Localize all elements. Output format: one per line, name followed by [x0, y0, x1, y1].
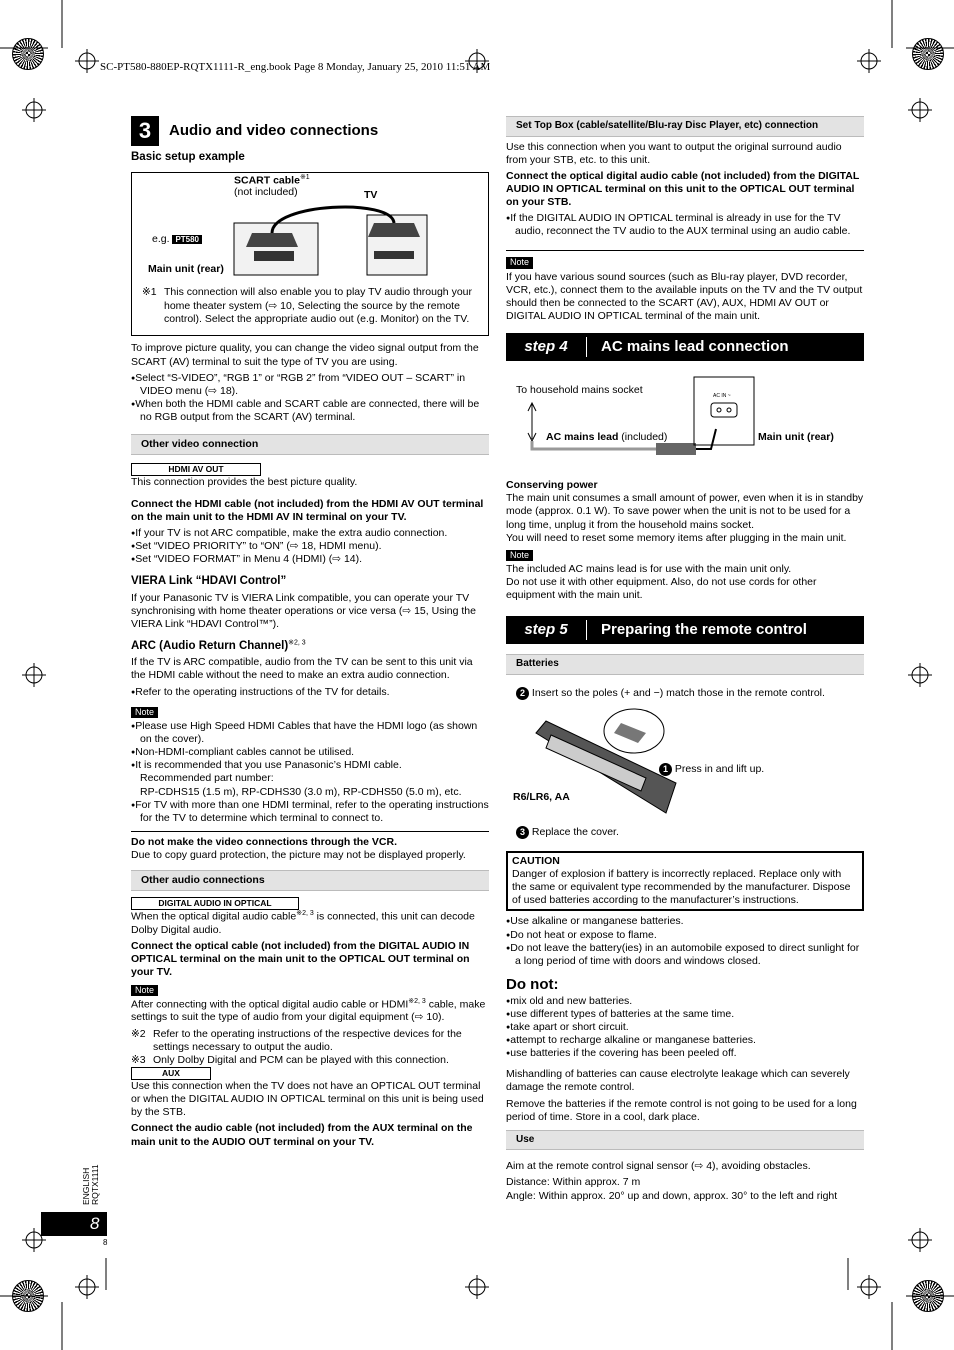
improve-bullet: ● When both the HDMI cable and SCART cable are connected, there will be no RGB output from the SCART (AV) terminal.: [131, 398, 489, 424]
note-bullet: ● It is recommended that you use Panasonic’s HDMI cable.: [131, 759, 489, 772]
divider: [131, 831, 489, 832]
donot-bullet: ● use batteries if the covering has been peeled off.: [506, 1047, 864, 1060]
right-column: [506, 116, 864, 1206]
stb-text: Use this connection when you want to output the original surround audio from your STB, etc. to this unit.: [506, 140, 842, 166]
note-tag: Note: [506, 257, 533, 268]
tv-label: TV: [364, 189, 378, 202]
caution-box: [506, 851, 864, 912]
remote-control-illustration: [526, 703, 696, 823]
hdmi-desc: This connection provides the best picture quality.: [131, 476, 358, 489]
vcr-warning: Do not make the video connections through the VCR.: [131, 835, 398, 848]
battery-type-label: R6/LR6, AA: [513, 790, 570, 803]
book-header: SC-PT580-880EP-RQTX1111-R_eng.book Page 8 Monday, January 25, 2010 11:51 AM: [100, 61, 491, 73]
step5-label: step 5: [506, 620, 587, 640]
page-number-small: 8: [103, 1238, 108, 1247]
hdmi-bullet: ● If your TV is not ARC compatible, make the extra audio connection.: [131, 527, 489, 540]
conserving-title: Conserving power: [506, 479, 598, 492]
aux-text: Use this connection when the TV does not have an OPTICAL OUT terminal or when the DIGITAL AUDIO IN OPTICAL terminal on this unit is being used by the STB.: [131, 1080, 484, 1119]
distance-text: Distance: Within approx. 7 m: [506, 1176, 641, 1189]
scart-note: ※1 This connection will also enable you to play TV audio through your home theater system (⇨ 10, Selecting the source by the remote control). Select the appropriate audio out (e.g. Monitor) on the TV.: [142, 286, 472, 325]
step-press: 1 Press in and lift up.: [659, 763, 764, 776]
footnote-2: ※2 Refer to the operating instructions of the respective devices for the settings necessary to output the audio.: [131, 1027, 462, 1053]
note-bullet: ● Non-HDMI-compliant cables cannot be utilised.: [131, 746, 489, 759]
note-tag: Note: [506, 550, 533, 561]
scart-cable-label: SCART cable$^{※1}$: [234, 174, 310, 187]
donot-bullet: ● take apart or short circuit.: [506, 1021, 864, 1034]
optical-note: After connecting with the optical digital audio cable or HDMI$^{※2, 3}$ cable, make settings to suit the type of audio from your digital equipment (⇨ 10).: [131, 997, 486, 1024]
not-included-label: (not included): [234, 186, 298, 199]
donot-bullet: ● mix old and new batteries.: [506, 995, 864, 1008]
conserving-text: The main unit consumes a small amount of power, even when it is in standby mode (approx. 0.1 W). To save power when the unit is not to be used for a long time, unplug it from the household mains socket.: [506, 492, 864, 531]
left-column: [131, 116, 489, 1152]
stb-heading: Set Top Box (cable/satellite/Blu-ray Disc Player, etc) connection: [506, 116, 864, 137]
section-heading: [131, 116, 489, 146]
basic-setup-heading: Basic setup example: [131, 151, 245, 163]
improve-bullet: ● Select “S-VIDEO”, “RGB 1” or “RGB 2” from “VIDEO OUT – SCART” in VIDEO menu (⇨ 18).: [131, 372, 489, 398]
step5-title: Preparing the remote control: [601, 621, 807, 638]
arc-title: ARC (Audio Return Channel)$^{※2, 3}$: [131, 639, 306, 652]
ac-diagram: [506, 369, 864, 479]
viera-title: VIERA Link “HDAVI Control”: [131, 575, 287, 588]
ac-lead-illustration: [506, 369, 864, 479]
remove-text: Remove the batteries if the remote control is not going to be used for a long period of time. Store in a cool, dark place.: [506, 1097, 857, 1123]
step4-label: step 4: [506, 337, 587, 357]
footnote-3: ※3 Only Dolby Digital and PCM can be played with this connection.: [131, 1053, 449, 1066]
step5-bar: [506, 616, 864, 644]
conserving-text2: You will need to reset some memory items after plugging in the main unit.: [506, 531, 847, 544]
other-audio-heading: Other audio connections: [131, 870, 489, 891]
page-number: 8: [90, 1214, 100, 1233]
step4-bar: [506, 333, 864, 361]
arc-text: If the TV is ARC compatible, audio from the TV can be sent to this unit via the HDMI cable without the need to make an extra audio connection.: [131, 656, 473, 682]
scart-connection-illustration: [232, 203, 432, 283]
ac-in-label: AC IN ~: [713, 393, 731, 400]
side-language-label: ENGLISH RQTX1111: [81, 1164, 101, 1205]
part-number-label: Recommended part number:: [140, 772, 274, 785]
donot-bullet: ● attempt to recharge alkaline or manganese batteries.: [506, 1034, 864, 1047]
step-replace: 3 Replace the cover.: [516, 826, 619, 839]
note-bullet: ● Please use High Speed HDMI Cables that have the HDMI logo (as shown on the cover).: [131, 720, 489, 746]
aux-instruction: Connect the audio cable (not included) from the AUX terminal on the main unit to the AUDIO OUT terminal on your TV.: [131, 1122, 473, 1148]
battery-bullet: ● Use alkaline or manganese batteries.: [506, 915, 864, 928]
step4-title: AC mains lead connection: [601, 337, 789, 355]
eg-label: e.g. PT580: [152, 233, 202, 246]
caution-title: CAUTION: [512, 854, 560, 867]
step-insert: 2 Insert so the poles (+ and −) match those in the remote control.: [516, 687, 825, 700]
use-heading: Use: [506, 1130, 864, 1151]
hdmi-bullet: ● Set “VIDEO PRIORITY” to “ON” (⇨ 18, HDMI menu).: [131, 540, 489, 553]
stb-instruction: Connect the optical digital audio cable (not included) from the DIGITAL AUDIO IN OPTICAL terminal on this unit to the OPTICAL OUT terminal on your STB.: [506, 169, 860, 208]
ac-note2: Do not use it with other equipment. Also, do not use cords for other equipment with the main unit.: [506, 576, 817, 602]
batteries-heading: Batteries: [506, 654, 864, 675]
hdmi-instruction: Connect the HDMI cable (not included) from the HDMI AV OUT terminal on the main unit to the HDMI AV IN terminal on your TV.: [131, 497, 484, 523]
optical-box: DIGITAL AUDIO IN OPTICAL: [131, 897, 299, 910]
part-numbers: RP-CDHS15 (1.5 m), RP-CDHS30 (3.0 m), RP-CDHS50 (5.0 m), etc.: [140, 785, 462, 798]
household-socket-label: To household mains socket: [516, 384, 643, 397]
optical-instruction: Connect the optical cable (not included) from the DIGITAL AUDIO IN OPTICAL terminal on the main unit to the OPTICAL OUT terminal on your TV.: [131, 940, 470, 979]
divider: [506, 250, 864, 251]
donot-title: Do not:: [506, 975, 559, 993]
stb-bullet: ● If the DIGITAL AUDIO IN OPTICAL terminal is already in use for the TV audio, reconnect the TV audio to the AUX terminal using an audio cable.: [506, 212, 864, 238]
arc-bullet: ● Refer to the operating instructions of the TV for details.: [131, 686, 489, 699]
hdmi-bullet: ● Set “VIDEO FORMAT” in Menu 4 (HDMI) (⇨ 14).: [131, 553, 489, 566]
note-tag: Note: [131, 707, 158, 718]
donot-bullet: ● use different types of batteries at the same time.: [506, 1008, 864, 1021]
stb-note: If you have various sound sources (such as Blu-ray player, DVD recorder, VCR, etc.), connect them to the available inputs on the TV and the TV output should then be connected to the SCART (AV), AUX, HDMI AV OUT or DIGITAL AUDIO IN OPTICAL terminal of the main unit.: [506, 270, 863, 322]
vcr-text: Due to copy guard protection, the picture may not be displayed properly.: [131, 849, 466, 861]
ac-main-unit-label: Main unit (rear): [758, 431, 834, 444]
mishandling-text: Mishandling of batteries can cause electrolyte leakage which can severely damage the remote control.: [506, 1068, 850, 1094]
optical-text: When the optical digital audio cable$^{※2, 3}$ is connected, this unit can decode Dolby Digital audio.: [131, 910, 475, 936]
other-video-heading: Other video connection: [131, 434, 489, 455]
battery-bullet: ● Do not leave the battery(ies) in an automobile exposed to direct sunlight for a long period of time with doors and windows closed.: [506, 942, 864, 968]
use-text: Aim at the remote control signal sensor (⇨ 4), avoiding obstacles.: [506, 1160, 811, 1173]
caution-text: Danger of explosion if battery is incorrectly replaced. Replace only with the same or equivalent type recommended by the manufacturer. Dispose of used batteries according to the manufacturer’s instructions.: [512, 868, 851, 907]
improve-text: To improve picture quality, you can change the video signal output from the SCART (AV) terminal to suit the type of TV you are using.: [131, 342, 479, 368]
section-number: 3: [131, 116, 159, 146]
aux-box: AUX: [131, 1067, 211, 1080]
battery-bullet: ● Do not heat or expose to flame.: [506, 929, 864, 942]
hdmi-av-out-box: HDMI AV OUT: [131, 463, 261, 476]
main-unit-rear-label: Main unit (rear): [148, 263, 224, 276]
battery-diagram: [506, 683, 864, 847]
angle-text: Angle: Within approx. 20° up and down, approx. 30° to the left and right: [506, 1189, 838, 1202]
section-title: Audio and video connections: [169, 121, 379, 139]
note-tag: Note: [131, 985, 158, 996]
ac-note1: The included AC mains lead is for use with the main unit only.: [506, 563, 792, 575]
viera-text: If your Panasonic TV is VIERA Link compatible, you can operate your TV synchronising with home theater operations or vice versa (⇨ 15, Using the VIERA Link “HDAVI Control™”).: [131, 591, 476, 630]
note-bullet: ● For TV with more than one HDMI terminal, refer to the operating instructions for the TV to determine which terminal to connect to.: [131, 799, 489, 825]
ac-lead-label: AC mains lead (included): [546, 431, 668, 444]
scart-diagram: [131, 172, 489, 336]
